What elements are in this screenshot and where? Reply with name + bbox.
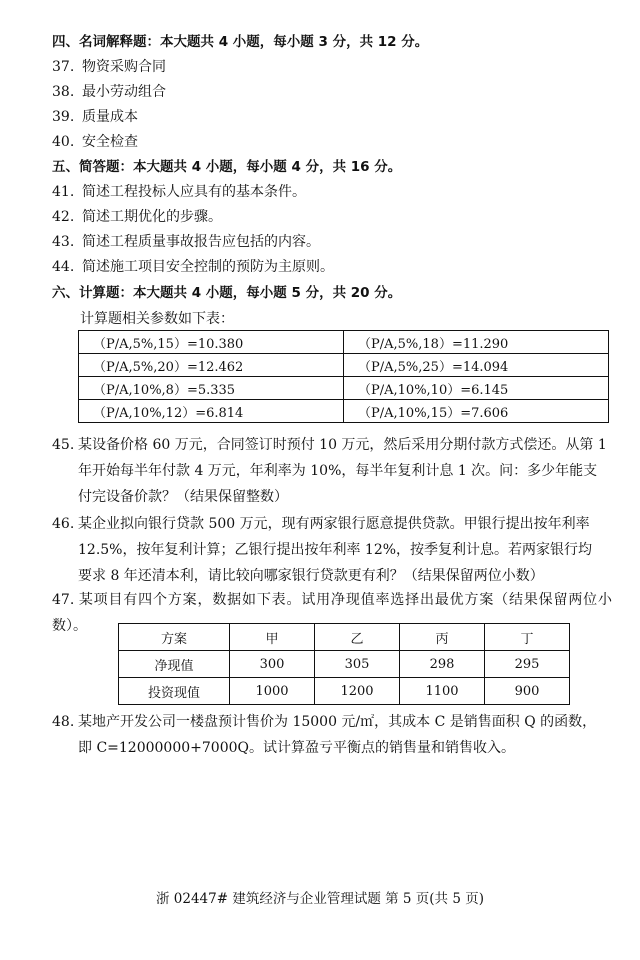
question-text: 质量成本 — [82, 109, 138, 125]
question-line: 付完设备价款？（结果保留整数） — [78, 489, 288, 505]
question-38 — [52, 82, 166, 102]
question-line: 要求 8 年还清本利，请比较向哪家银行贷款更有利？（结果保留两位小数） — [78, 568, 544, 584]
table-row — [119, 651, 570, 678]
table-row — [79, 354, 609, 377]
question-line: 即 C=12000000+7000Q。试计算盈亏平衡点的销售量和销售收入。 — [78, 740, 515, 756]
table-cell: （P/A,5%,18）=11.290 — [344, 331, 609, 354]
question-48 — [52, 709, 612, 761]
section-5-heading: 五、简答题：本大题共 4 小题，每小题 4 分，共 16 分。 — [52, 159, 402, 175]
page-footer: 浙 02447# 建筑经济与企业管理试题 第 5 页(共 5 页) — [155, 891, 484, 907]
parameter-table — [78, 330, 609, 423]
table-header-cell: 丙 — [400, 624, 485, 651]
question-number: 47. — [52, 592, 75, 608]
table-cell: （P/A,10%,12）=6.814 — [79, 400, 344, 423]
question-number: 43. — [52, 234, 75, 250]
question-43 — [52, 232, 320, 252]
question-number: 40. — [52, 134, 75, 150]
question-text: 简述工期优化的步骤。 — [82, 209, 222, 225]
section-4-heading: 四、名词解释题：本大题共 4 小题，每小题 3 分，共 12 分。 — [52, 34, 429, 50]
question-number: 48. — [52, 714, 75, 730]
table-cell: （P/A,5%,15）=10.380 — [79, 331, 344, 354]
question-text: 安全检查 — [82, 134, 138, 150]
question-text: 某企业拟向银行贷款 500 万元，现有两家银行愿意提供贷款。甲银行提出按年利率 — [78, 516, 590, 532]
table-cell: 1000 — [230, 678, 315, 705]
table-cell: （P/A,5%,20）=12.462 — [79, 354, 344, 377]
question-line — [52, 709, 612, 735]
question-46 — [52, 511, 612, 589]
question-40 — [52, 132, 138, 152]
question-text: 某地产开发公司一楼盘预计售价为 15000 元/㎡，其成本 C 是销售面积 Q 的函数， — [78, 714, 597, 730]
question-text: 简述工程投标人应具有的基本条件。 — [82, 184, 306, 200]
table-row — [119, 678, 570, 705]
question-text: 简述施工项目安全控制的预防为主原则。 — [82, 259, 334, 275]
table-cell: （P/A,10%,8）=5.335 — [79, 377, 344, 400]
question-line — [52, 432, 612, 458]
question-line: 年开始每半年付款 4 万元，年利率为 10%，每半年复利计息 1 次。问：多少年能支 — [78, 463, 598, 479]
table-header-cell: 方案 — [119, 624, 230, 651]
table-cell: 1200 — [315, 678, 400, 705]
table-cell: （P/A,5%,25）=14.094 — [344, 354, 609, 377]
question-number: 39. — [52, 109, 75, 125]
table-cell: （P/A,10%,15）=7.606 — [344, 400, 609, 423]
table-cell: （P/A,10%,10）=6.145 — [344, 377, 609, 400]
question-39 — [52, 107, 138, 127]
table-cell: 投资现值 — [119, 678, 230, 705]
table-header-cell: 甲 — [230, 624, 315, 651]
table-row — [79, 377, 609, 400]
table-cell: 900 — [485, 678, 570, 705]
question-text: 某设备价格 60 万元，合同签订时预付 10 万元，然后采用分期付款方式偿还。从第 1 — [78, 437, 607, 453]
table-header-row — [119, 624, 570, 651]
section-6-heading: 六、计算题：本大题共 4 小题，每小题 5 分，共 20 分。 — [52, 285, 402, 301]
question-number: 45. — [52, 437, 75, 453]
table-cell: 300 — [230, 651, 315, 678]
table-cell: 1100 — [400, 678, 485, 705]
question-37 — [52, 57, 166, 77]
table-header-cell: 丁 — [485, 624, 570, 651]
question-number: 38. — [52, 84, 75, 100]
question-text: 最小劳动组合 — [82, 84, 166, 100]
question-number: 37. — [52, 59, 75, 75]
question-44 — [52, 257, 334, 277]
question-41 — [52, 182, 306, 202]
question-number: 46. — [52, 516, 75, 532]
question-number: 44. — [52, 259, 75, 275]
question-45 — [52, 432, 612, 510]
table-row — [79, 331, 609, 354]
table-cell: 净现值 — [119, 651, 230, 678]
question-number: 42. — [52, 209, 75, 225]
table-cell: 305 — [315, 651, 400, 678]
table-cell: 295 — [485, 651, 570, 678]
question-line — [52, 511, 612, 537]
scheme-table — [118, 623, 570, 705]
table-header-cell: 乙 — [315, 624, 400, 651]
question-42 — [52, 207, 222, 227]
question-text: 简述工程质量事故报告应包括的内容。 — [82, 234, 320, 250]
question-text: 某项目有四个方案，数据如下表。试用净现值率选择出最优方案（结果保留两位小数）。 — [52, 592, 612, 634]
question-text: 物资采购合同 — [82, 59, 166, 75]
question-line: 12.5%，按年复利计算；乙银行提出按年利率 12%，按季复利计息。若两家银行均 — [78, 542, 593, 558]
question-number: 41. — [52, 184, 75, 200]
table-cell: 298 — [400, 651, 485, 678]
table-row — [79, 400, 609, 423]
table-intro: 计算题相关参数如下表： — [80, 311, 234, 327]
